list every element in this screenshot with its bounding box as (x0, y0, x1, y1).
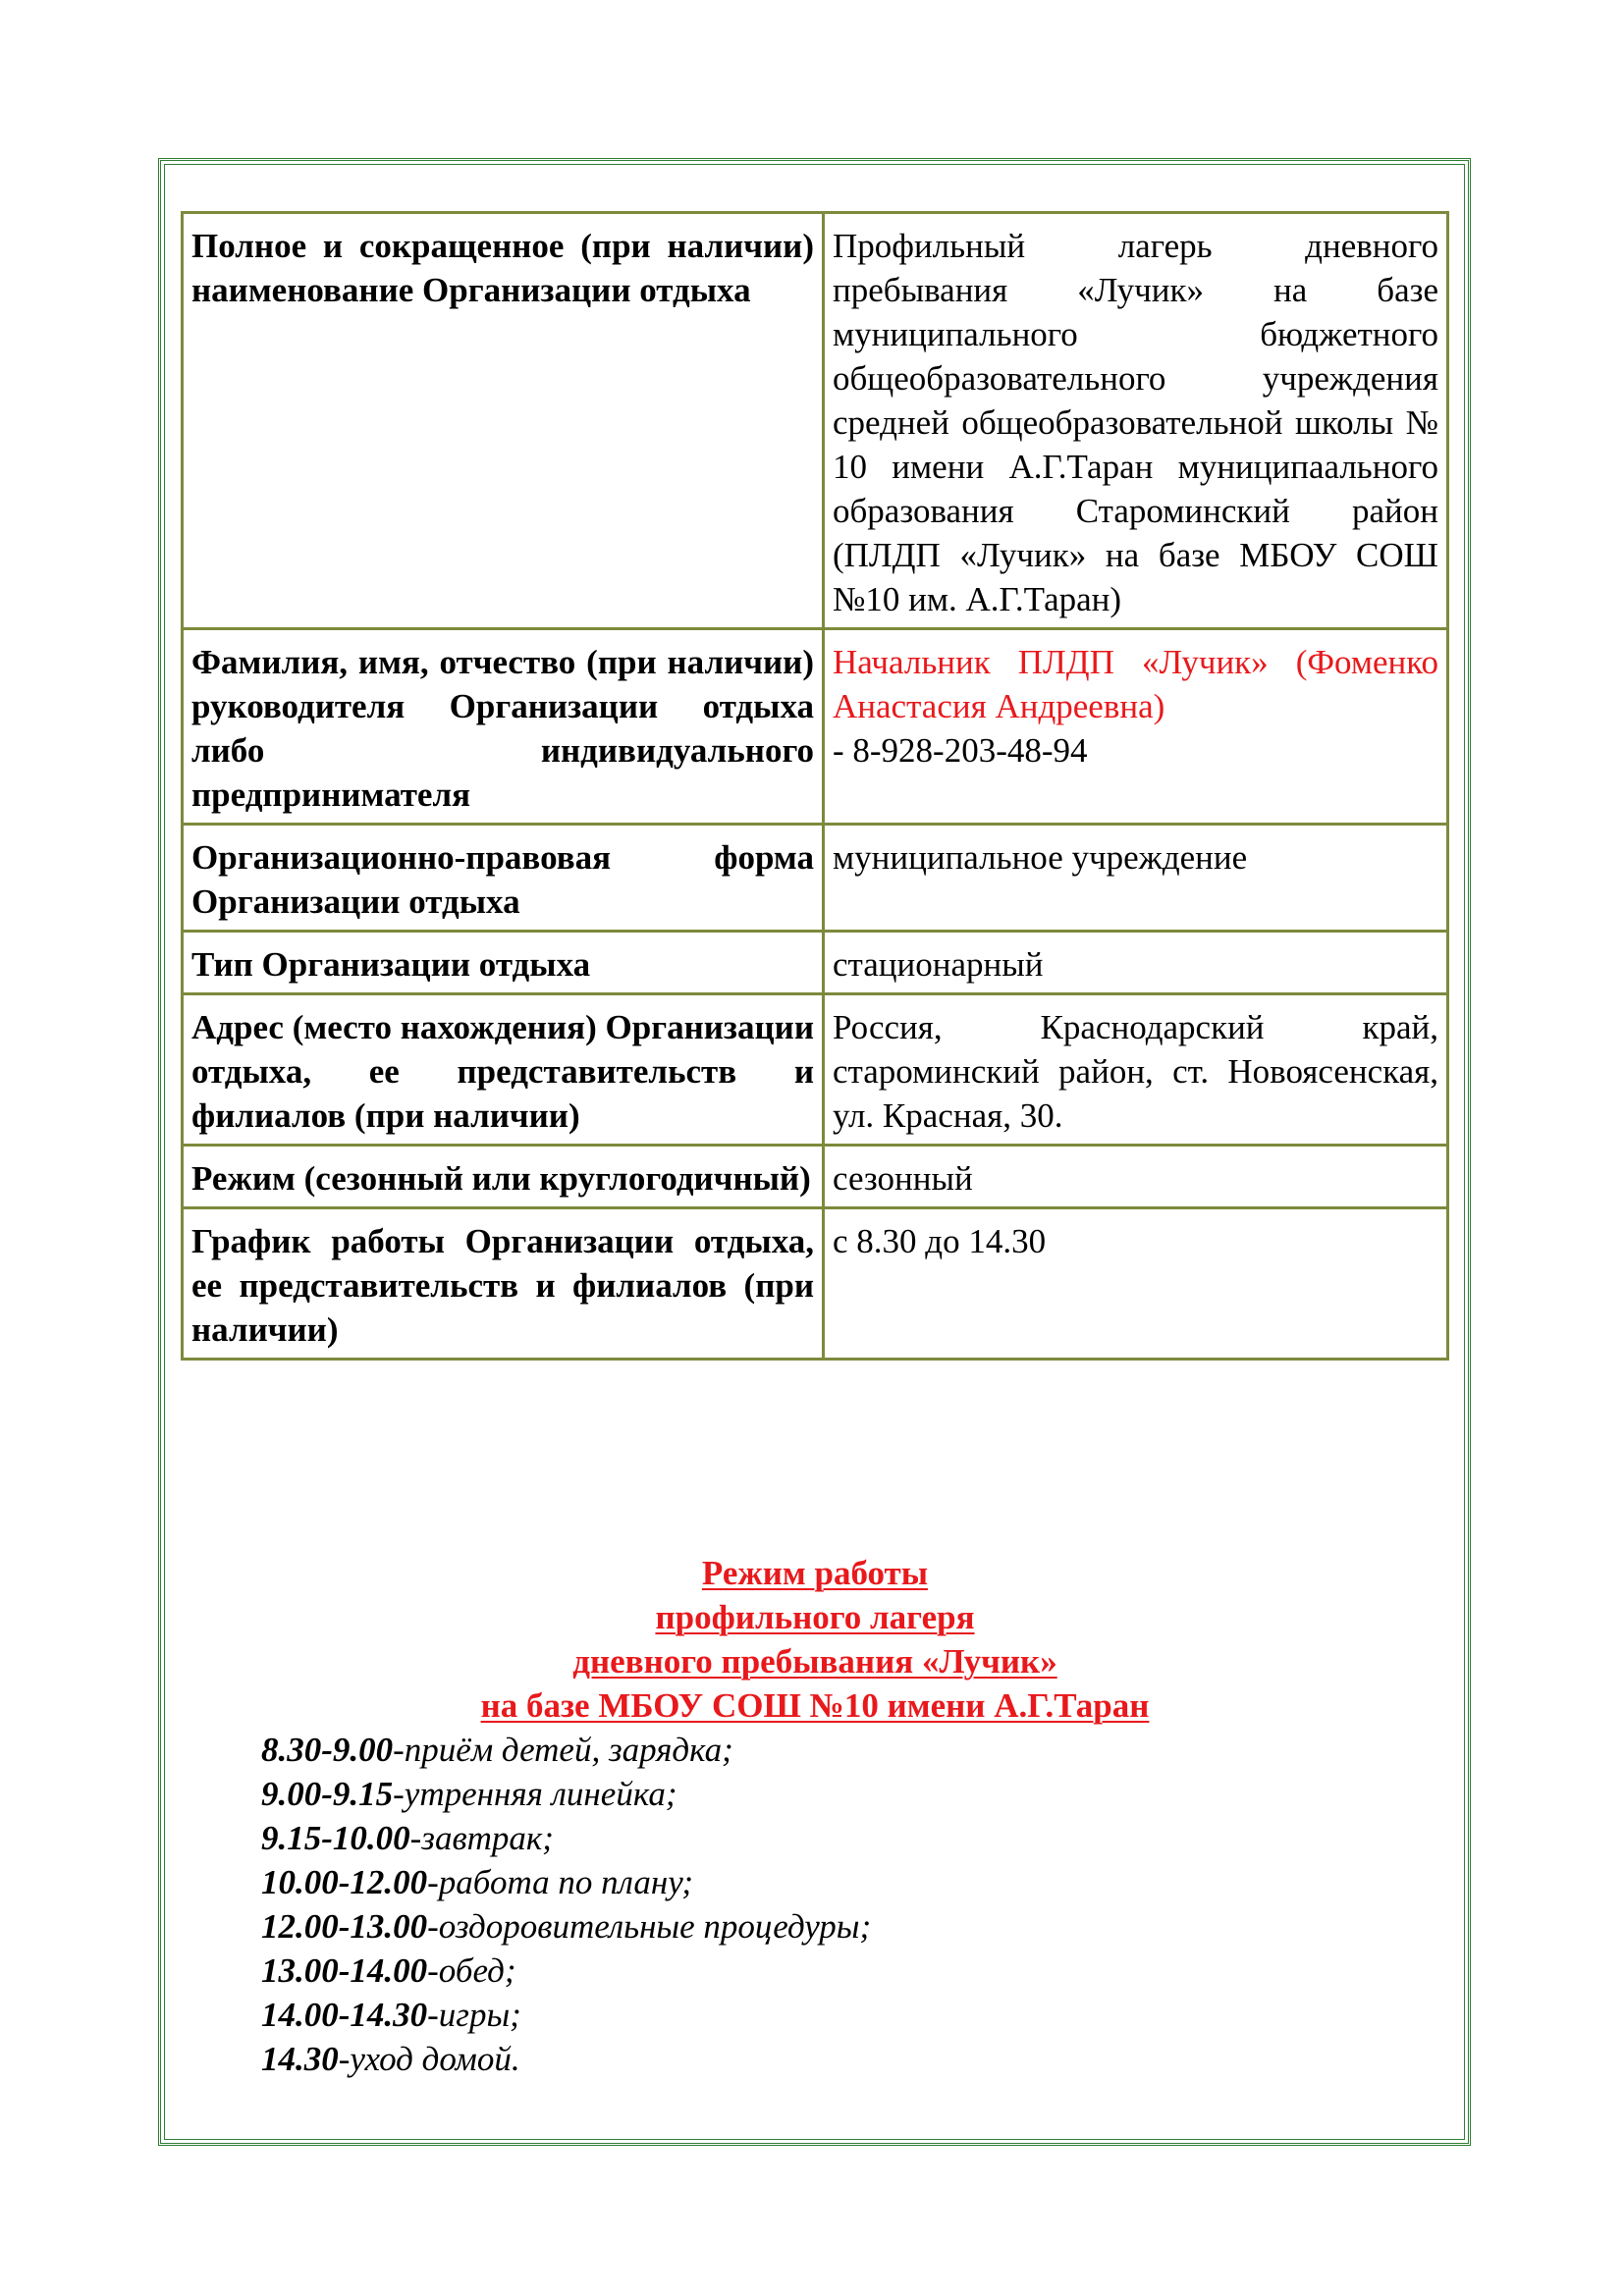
schedule-time: 14.30 (261, 2040, 339, 2078)
row-value (824, 629, 1448, 825)
schedule-title-line: Режим работы (701, 1554, 929, 1592)
table-row-mode (183, 1146, 1448, 1208)
schedule-title-line: профильного лагеря (655, 1598, 975, 1636)
row-value: с 8.30 до 14.30 (824, 1208, 1448, 1360)
table-row-type (183, 932, 1448, 994)
schedule-list (181, 1728, 1449, 2081)
schedule-item (261, 1816, 1449, 1860)
schedule-item (261, 1860, 1449, 1904)
organization-info-table (181, 211, 1449, 1361)
schedule-item (261, 2037, 1449, 2081)
schedule-time: 9.00-9.15 (261, 1775, 394, 1813)
schedule-activity: -завтрак; (409, 1819, 554, 1857)
schedule-title-line: на базе МБОУ СОШ №10 имени А.Г.Таран (480, 1686, 1150, 1725)
schedule-activity: -уход домой. (338, 2040, 520, 2078)
schedule-time: 12.00-13.00 (261, 1907, 428, 1946)
schedule-time: 9.15-10.00 (261, 1819, 410, 1857)
row-label: Организационно-правовая форма Организации отдыха (183, 825, 824, 932)
row-label: Фамилия, имя, отчество (при наличии) руководителя Организации отдыха либо индивидуального предпринимателя (183, 629, 824, 825)
schedule-item (261, 1949, 1449, 1993)
row-label: Тип Организации отдыха (183, 932, 824, 994)
table-row-director (183, 629, 1448, 825)
table-row-address (183, 994, 1448, 1146)
row-value: стационарный (824, 932, 1448, 994)
schedule-activity: -работа по плану; (427, 1863, 694, 1901)
row-value: муниципальное учреждение (824, 825, 1448, 932)
schedule-title-line: дневного пребывания «Лучик» (572, 1642, 1057, 1681)
schedule-item (261, 1993, 1449, 2037)
table-row-name (183, 213, 1448, 629)
row-value: Россия, Краснодарский край, староминский район, ст. Новоясенская, ул. Красная, 30. (824, 994, 1448, 1146)
table-row-legal-form (183, 825, 1448, 932)
schedule-time: 10.00-12.00 (261, 1863, 428, 1901)
director-name: Начальник ПЛДП «Лучик» (Фоменко Анастасия Андреевна) (833, 643, 1438, 725)
director-phone: - 8-928-203-48-94 (833, 731, 1088, 770)
row-label: Адрес (место нахождения) Организации отдыха, ее представительств и филиалов (при наличии) (183, 994, 824, 1146)
schedule-activity: -оздоровительные процедуры; (427, 1907, 872, 1946)
row-label: График работы Организации отдыха, ее представительств и филиалов (при наличии) (183, 1208, 824, 1360)
row-label: Режим (сезонный или круглогодичный) (183, 1146, 824, 1208)
schedule-item (261, 1772, 1449, 1816)
schedule-time: 13.00-14.00 (261, 1951, 428, 1990)
schedule-item (261, 1904, 1449, 1949)
schedule-time: 8.30-9.00 (261, 1731, 394, 1769)
schedule-activity: -приём детей, зарядка; (393, 1731, 733, 1769)
schedule-item (261, 1728, 1449, 1772)
schedule-activity: -игры; (427, 1996, 521, 2034)
row-label: Полное и сокращенное (при наличии) наименование Организации отдыха (183, 213, 824, 629)
daily-schedule (181, 1551, 1449, 2081)
schedule-activity: -обед; (427, 1951, 516, 1990)
row-value: сезонный (824, 1146, 1448, 1208)
schedule-time: 14.00-14.30 (261, 1996, 428, 2034)
row-value: Профильный лагерь дневного пребывания «Лучик» на базе муниципального бюджетного общеобразовательного учреждения средней общеобразовательной школы № 10 имени А.Г.Таран муниципаального образования Староминский район (ПЛДП «Лучик» на базе МБОУ СОШ №10 им. А.Г.Таран) (824, 213, 1448, 629)
schedule-activity: -утренняя линейка; (393, 1775, 677, 1813)
table-row-work-schedule (183, 1208, 1448, 1360)
